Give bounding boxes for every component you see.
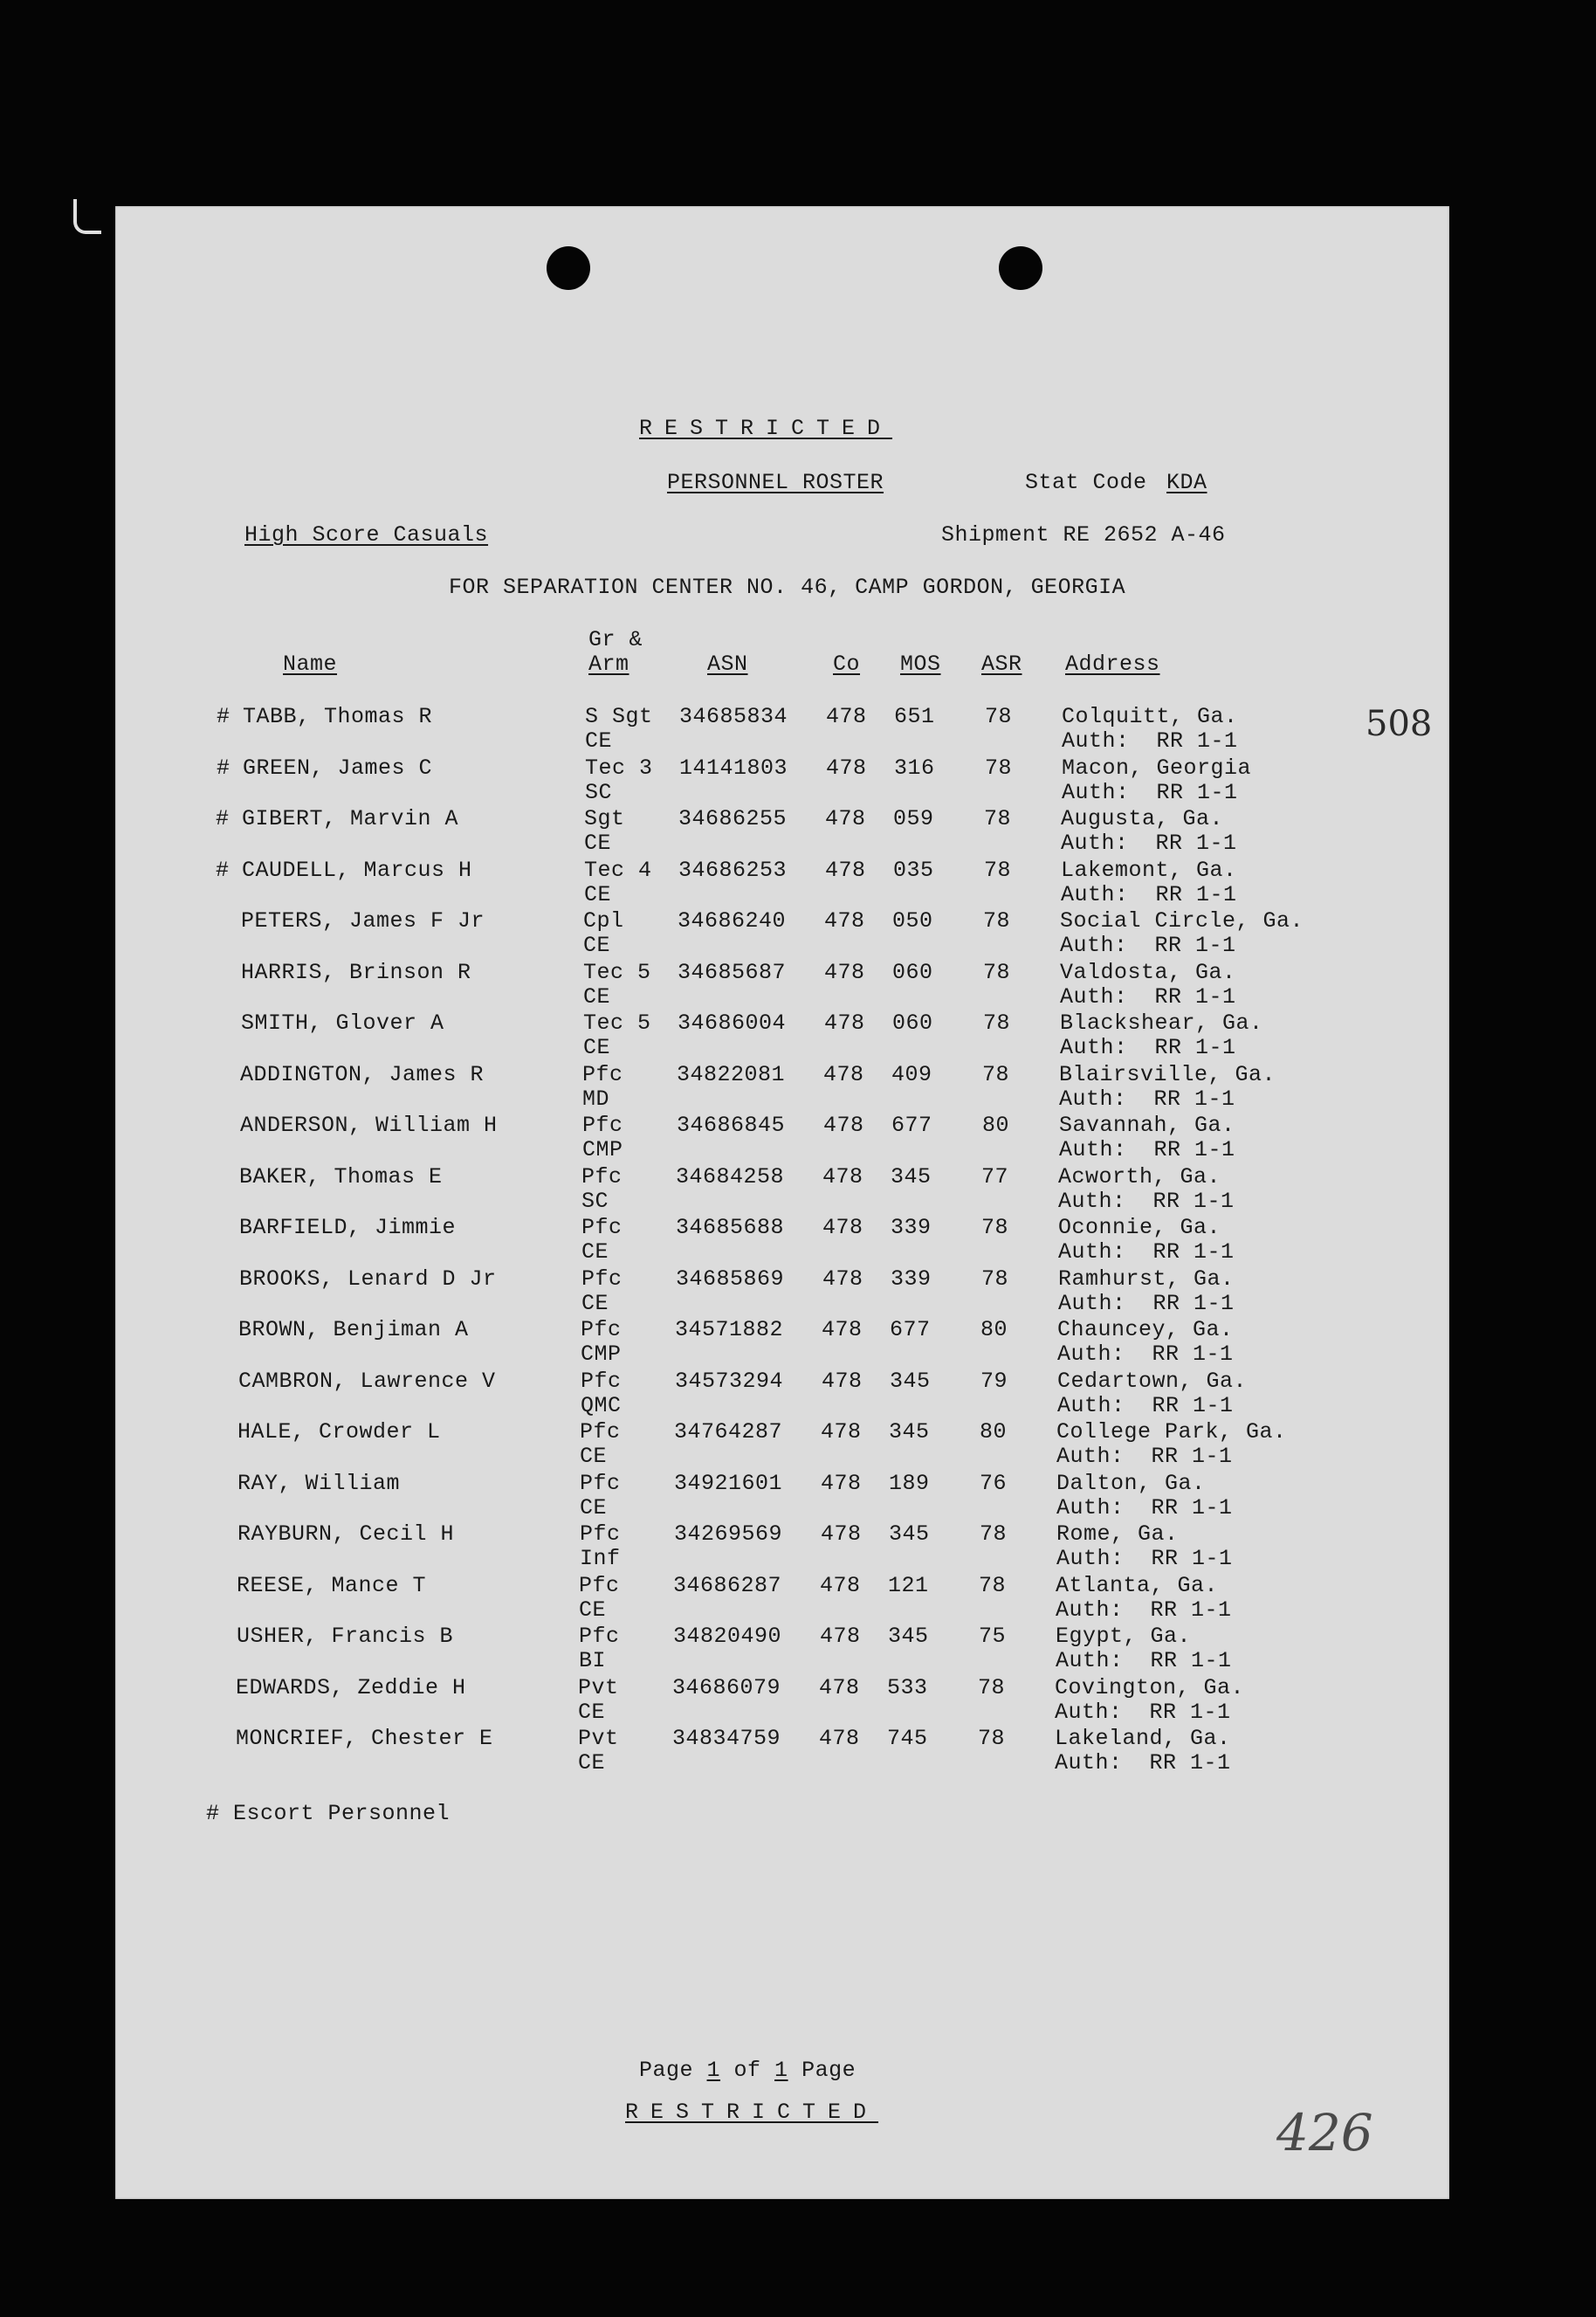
soldier-asn: 34573294 [675, 1369, 784, 1394]
soldier-arm: CE [584, 882, 612, 907]
soldier-auth: Auth: RR 1-1 [1061, 831, 1237, 856]
soldier-co: 478 [824, 960, 865, 985]
soldier-address: Oconnie, Ga. [1058, 1215, 1221, 1240]
footnote: # Escort Personnel [206, 1801, 451, 1826]
soldier-grade: Tec 5 [583, 960, 651, 985]
col-grade-bottom: Arm [588, 652, 629, 677]
soldier-arm: CE [585, 728, 613, 754]
soldier-arm: CE [578, 1750, 606, 1776]
col-mos: MOS [900, 652, 941, 677]
soldier-asr: 78 [982, 1062, 1010, 1087]
soldier-address: Dalton, Ga. [1056, 1471, 1206, 1496]
handwritten-page-number: 426 [1276, 2103, 1373, 2162]
soldier-auth: Auth: RR 1-1 [1058, 1239, 1235, 1265]
soldier-name: EDWARDS, Zeddie H [236, 1675, 466, 1700]
page-suffix: Page [788, 2058, 856, 2083]
col-name: Name [283, 652, 338, 677]
soldier-asn: 34686253 [678, 858, 788, 883]
page-total: 1 [774, 2058, 788, 2083]
soldier-asn: 34686287 [673, 1573, 782, 1598]
soldier-co: 478 [821, 1521, 862, 1547]
soldier-grade: Pfc [581, 1369, 622, 1394]
soldier-asn: 34686240 [678, 908, 787, 934]
soldier-name: BROWN, Benjiman A [238, 1317, 469, 1342]
soldier-auth: Auth: RR 1-1 [1055, 1750, 1231, 1776]
soldier-address: Savannah, Ga. [1059, 1113, 1235, 1138]
classification-footer: RESTRICTED [625, 2100, 879, 2125]
soldier-arm: QMC [581, 1393, 622, 1418]
soldier-asr: 75 [979, 1624, 1007, 1649]
soldier-asn: 34685834 [679, 704, 788, 729]
soldier-asn: 34686079 [672, 1675, 781, 1700]
soldier-name: USHER, Francis B [237, 1624, 454, 1649]
soldier-asn: 34685869 [676, 1266, 785, 1292]
soldier-address: Chauncey, Ga. [1057, 1317, 1234, 1342]
escort-mark: # [217, 704, 230, 729]
soldier-grade: Pfc [580, 1521, 621, 1547]
soldier-arm: SC [585, 780, 613, 805]
soldier-auth: Auth: RR 1-1 [1055, 1700, 1231, 1725]
soldier-co: 478 [822, 1317, 863, 1342]
roster-page [115, 206, 1449, 2199]
soldier-address: Acworth, Ga. [1058, 1164, 1221, 1190]
soldier-arm: CE [580, 1495, 608, 1521]
soldier-asn: 34686255 [678, 806, 788, 831]
soldier-asn: 34571882 [675, 1317, 784, 1342]
escort-mark: # [216, 858, 230, 883]
soldier-asr: 78 [981, 1266, 1009, 1292]
soldier-name: MONCRIEF, Chester E [236, 1726, 493, 1751]
punch-hole-left [547, 246, 590, 290]
soldier-co: 478 [826, 755, 867, 781]
soldier-asn: 34684258 [676, 1164, 785, 1190]
soldier-co: 478 [825, 858, 866, 883]
soldier-address: Augusta, Ga. [1061, 806, 1224, 831]
soldier-co: 478 [823, 1113, 864, 1138]
soldier-co: 478 [821, 1419, 862, 1445]
soldier-asr: 78 [980, 1521, 1008, 1547]
soldier-name: ADDINGTON, James R [240, 1062, 485, 1087]
soldier-grade: Pfc [579, 1624, 620, 1649]
soldier-arm: CE [583, 1035, 611, 1060]
soldier-auth: Auth: RR 1-1 [1060, 1035, 1236, 1060]
soldier-mos: 035 [893, 858, 934, 883]
soldier-mos: 409 [891, 1062, 932, 1087]
soldier-address: Lakeland, Ga. [1055, 1726, 1231, 1751]
soldier-co: 478 [822, 1215, 863, 1240]
soldier-name: RAY, William [237, 1471, 401, 1496]
soldier-asr: 78 [983, 960, 1011, 985]
soldier-asr: 80 [980, 1419, 1008, 1445]
soldier-name: ANDERSON, William H [240, 1113, 498, 1138]
soldier-address: Rome, Ga. [1056, 1521, 1179, 1547]
soldier-auth: Auth: RR 1-1 [1056, 1648, 1232, 1673]
soldier-mos: 339 [891, 1266, 932, 1292]
soldier-mos: 316 [894, 755, 935, 781]
soldier-grade: Pfc [581, 1164, 623, 1190]
soldier-address: Valdosta, Ga. [1060, 960, 1236, 985]
soldier-asr: 78 [984, 806, 1012, 831]
soldier-name: BROOKS, Lenard D Jr [239, 1266, 497, 1292]
soldier-name: PETERS, James F Jr [241, 908, 485, 934]
soldier-co: 478 [819, 1726, 860, 1751]
soldier-arm: CMP [581, 1341, 622, 1367]
soldier-asr: 78 [983, 1010, 1011, 1036]
soldier-name: CAMBRON, Lawrence V [238, 1369, 496, 1394]
escort-mark: # [216, 806, 230, 831]
soldier-name: SMITH, Glover A [241, 1010, 444, 1036]
soldier-grade: Tec 4 [584, 858, 652, 883]
soldier-arm: CE [583, 984, 611, 1010]
soldier-grade: Pvt [578, 1726, 619, 1751]
soldier-auth: Auth: RR 1-1 [1058, 1189, 1235, 1214]
soldier-auth: Auth: RR 1-1 [1060, 984, 1236, 1010]
soldier-arm: BI [579, 1648, 607, 1673]
soldier-name: GREEN, James C [243, 755, 433, 781]
soldier-address: Covington, Ga. [1055, 1675, 1245, 1700]
soldier-grade: S Sgt [585, 704, 653, 729]
soldier-co: 478 [822, 1369, 863, 1394]
soldier-grade: Pfc [581, 1215, 623, 1240]
soldier-name: RAYBURN, Cecil H [237, 1521, 455, 1547]
soldier-co: 478 [823, 1062, 864, 1087]
soldier-grade: Pvt [578, 1675, 619, 1700]
soldier-asn: 34686004 [678, 1010, 787, 1036]
soldier-mos: 050 [892, 908, 933, 934]
soldier-name: HARRIS, Brinson R [241, 960, 471, 985]
soldier-grade: Cpl [583, 908, 624, 934]
soldier-grade: Pfc [582, 1062, 623, 1087]
soldier-asn: 34685688 [676, 1215, 785, 1240]
soldier-mos: 651 [894, 704, 935, 729]
soldier-grade: Pfc [580, 1471, 621, 1496]
soldier-address: College Park, Ga. [1056, 1419, 1287, 1445]
soldier-address: Ramhurst, Ga. [1058, 1266, 1235, 1292]
soldier-mos: 677 [891, 1113, 932, 1138]
soldier-grade: Pfc [581, 1266, 623, 1292]
soldier-address: Blackshear, Ga. [1060, 1010, 1263, 1036]
soldier-mos: 059 [893, 806, 934, 831]
soldier-name: TABB, Thomas R [243, 704, 433, 729]
soldier-arm: SC [581, 1189, 609, 1214]
soldier-mos: 677 [890, 1317, 931, 1342]
page-of: of [720, 2058, 775, 2083]
soldier-mos: 345 [889, 1419, 930, 1445]
soldier-address: Macon, Georgia [1062, 755, 1252, 781]
soldier-co: 478 [824, 1010, 865, 1036]
soldier-auth: Auth: RR 1-1 [1056, 1495, 1233, 1521]
soldier-asn: 34921601 [674, 1471, 783, 1496]
soldier-asr: 78 [978, 1675, 1006, 1700]
escort-mark: # [217, 755, 230, 781]
soldier-auth: Auth: RR 1-1 [1057, 1393, 1234, 1418]
soldier-name: REESE, Mance T [237, 1573, 427, 1598]
soldier-mos: 345 [888, 1624, 929, 1649]
soldier-name: GIBERT, Marvin A [242, 806, 459, 831]
soldier-arm: CE [583, 933, 611, 958]
soldier-auth: Auth: RR 1-1 [1059, 1137, 1235, 1162]
shipment-label: Shipment RE 2652 A-46 [941, 522, 1226, 548]
margin-number: 508 [1366, 704, 1433, 744]
soldier-arm: CE [580, 1444, 608, 1469]
soldier-address: Colquitt, Ga. [1062, 704, 1238, 729]
soldier-address: Cedartown, Ga. [1057, 1369, 1248, 1394]
soldier-arm: CE [581, 1291, 609, 1316]
soldier-grade: Pfc [579, 1573, 620, 1598]
soldier-grade: Sgt [584, 806, 625, 831]
soldier-arm: CE [578, 1700, 606, 1725]
soldier-co: 478 [821, 1471, 862, 1496]
soldier-mos: 339 [891, 1215, 932, 1240]
destination-line: FOR SEPARATION CENTER NO. 46, CAMP GORDON, GEORGIA [449, 575, 1126, 600]
soldier-asn: 34764287 [674, 1419, 783, 1445]
soldier-co: 478 [820, 1624, 861, 1649]
soldier-mos: 121 [888, 1573, 929, 1598]
soldier-mos: 189 [889, 1471, 930, 1496]
soldier-asn: 34822081 [677, 1062, 786, 1087]
soldier-asr: 78 [981, 1215, 1009, 1240]
soldier-asn: 34686845 [677, 1113, 786, 1138]
col-asr: ASR [981, 652, 1022, 677]
col-address: Address [1065, 652, 1160, 677]
soldier-asn: 34820490 [673, 1624, 782, 1649]
soldier-auth: Auth: RR 1-1 [1062, 780, 1238, 805]
soldier-asn: 14141803 [679, 755, 788, 781]
page-prefix: Page [639, 2058, 707, 2083]
soldier-co: 478 [819, 1675, 860, 1700]
classification-header: RESTRICTED [639, 416, 893, 441]
soldier-asn: 34269569 [674, 1521, 783, 1547]
soldier-co: 478 [824, 908, 865, 934]
soldier-asn: 34834759 [672, 1726, 781, 1751]
soldier-asr: 78 [985, 704, 1013, 729]
page-indicator [639, 2058, 856, 2083]
soldier-grade: Pfc [580, 1419, 621, 1445]
col-grade-top: Gr & [588, 627, 643, 652]
soldier-auth: Auth: RR 1-1 [1056, 1444, 1233, 1469]
soldier-co: 478 [822, 1266, 863, 1292]
soldier-auth: Auth: RR 1-1 [1061, 882, 1237, 907]
soldier-mos: 060 [892, 960, 933, 985]
soldier-auth: Auth: RR 1-1 [1058, 1291, 1235, 1316]
soldier-auth: Auth: RR 1-1 [1056, 1546, 1233, 1571]
soldier-co: 478 [820, 1573, 861, 1598]
soldier-co: 478 [822, 1164, 863, 1190]
soldier-asr: 80 [980, 1317, 1008, 1342]
soldier-address: Atlanta, Ga. [1056, 1573, 1219, 1598]
soldier-asr: 78 [984, 858, 1012, 883]
soldier-address: Lakemont, Ga. [1061, 858, 1237, 883]
soldier-co: 478 [825, 806, 866, 831]
soldier-auth: Auth: RR 1-1 [1059, 1086, 1235, 1112]
soldier-mos: 533 [887, 1675, 928, 1700]
soldier-mos: 745 [887, 1726, 928, 1751]
soldier-name: BARFIELD, Jimmie [239, 1215, 457, 1240]
soldier-address: Blairsville, Ga. [1059, 1062, 1276, 1087]
punch-hole-right [999, 246, 1042, 290]
soldier-address: Egypt, Ga. [1056, 1624, 1192, 1649]
soldier-co: 478 [826, 704, 867, 729]
soldier-asn: 34685687 [678, 960, 787, 985]
soldier-grade: Pfc [582, 1113, 623, 1138]
soldier-asr: 78 [983, 908, 1011, 934]
soldier-auth: Auth: RR 1-1 [1056, 1597, 1232, 1623]
soldier-arm: CE [584, 831, 612, 856]
soldier-mos: 345 [889, 1521, 930, 1547]
group-label: High Score Casuals [244, 522, 489, 548]
soldier-asr: 79 [980, 1369, 1008, 1394]
edge-mark [73, 199, 101, 234]
soldier-asr: 78 [978, 1726, 1006, 1751]
soldier-name: HALE, Crowder L [237, 1419, 441, 1445]
soldier-auth: Auth: RR 1-1 [1060, 933, 1236, 958]
soldier-name: CAUDELL, Marcus H [242, 858, 472, 883]
col-asn: ASN [707, 652, 748, 677]
soldier-name: BAKER, Thomas E [239, 1164, 443, 1190]
soldier-arm: CMP [582, 1137, 623, 1162]
soldier-arm: CE [581, 1239, 609, 1265]
soldier-mos: 060 [892, 1010, 933, 1036]
soldier-arm: MD [582, 1086, 610, 1112]
soldier-asr: 76 [980, 1471, 1008, 1496]
stat-code-label: Stat Code [1025, 470, 1147, 495]
soldier-grade: Pfc [581, 1317, 622, 1342]
soldier-grade: Tec 3 [585, 755, 653, 781]
document-title: PERSONNEL ROSTER [667, 470, 884, 495]
soldier-asr: 77 [981, 1164, 1009, 1190]
soldier-asr: 80 [982, 1113, 1010, 1138]
soldier-address: Social Circle, Ga. [1060, 908, 1304, 934]
soldier-mos: 345 [891, 1164, 932, 1190]
soldier-mos: 345 [890, 1369, 931, 1394]
soldier-arm: CE [579, 1597, 607, 1623]
soldier-arm: Inf [580, 1546, 621, 1571]
soldier-auth: Auth: RR 1-1 [1057, 1341, 1234, 1367]
soldier-asr: 78 [979, 1573, 1007, 1598]
soldier-grade: Tec 5 [583, 1010, 651, 1036]
soldier-auth: Auth: RR 1-1 [1062, 728, 1238, 754]
soldier-asr: 78 [985, 755, 1013, 781]
col-co: Co [833, 652, 861, 677]
stat-code-value: KDA [1166, 470, 1207, 495]
page-number: 1 [706, 2058, 721, 2083]
